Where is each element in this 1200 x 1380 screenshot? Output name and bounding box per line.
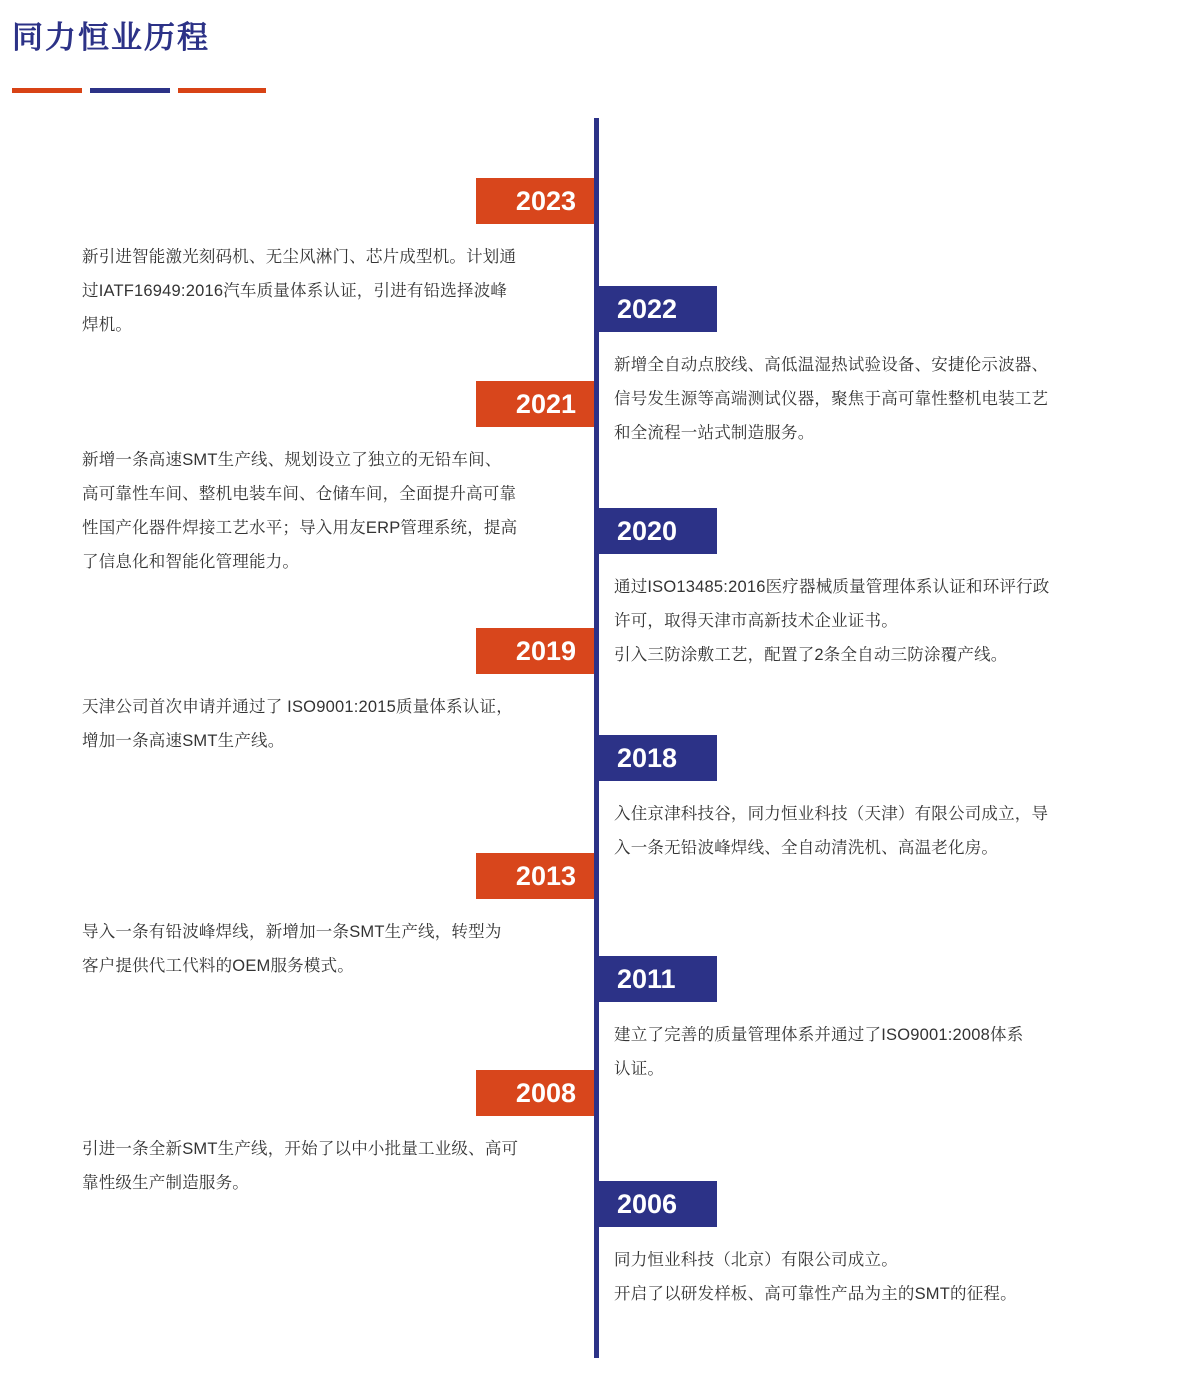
timeline-description-line: 开启了以研发样板、高可靠性产品为主的SMT的征程。: [614, 1285, 1017, 1303]
timeline-year-2023: 2023: [476, 178, 594, 224]
header-rule-segment-2: [90, 88, 170, 93]
timeline-description-line: 入一条无铅波峰焊线、全自动清洗机、高温老化房。: [614, 839, 999, 857]
timeline-description-2023: [82, 240, 594, 342]
page-header: [0, 18, 1200, 98]
timeline-year-2013: 2013: [476, 853, 594, 899]
timeline-description-2022: [614, 348, 1159, 450]
timeline-description-line: 天津公司首次申请并通过了 ISO9001:2015质量体系认证，: [82, 698, 513, 716]
timeline-description-2011: [614, 1018, 1159, 1086]
timeline-description-line: 焊机。: [82, 316, 133, 334]
timeline-description-2021: [82, 443, 594, 579]
timeline-description-line: 通过ISO13485:2016医疗器械质量管理体系认证和环评行政: [614, 578, 1050, 596]
timeline-description-line: 同力恒业科技（北京）有限公司成立。: [614, 1251, 898, 1269]
timeline-description-2008: [82, 1132, 594, 1200]
timeline-description-line: 建立了完善的质量管理体系并通过了ISO9001:2008体系: [614, 1026, 1024, 1044]
timeline-description-line: 入住京津科技谷，同力恒业科技（天津）有限公司成立，导: [614, 805, 1049, 823]
timeline-description-line: 信号发生源等高端测试仪器，聚焦于高可靠性整机电装工艺: [614, 390, 1049, 408]
timeline-description-line: 靠性级生产制造服务。: [82, 1174, 249, 1192]
timeline-description-line: 新增一条高速SMT生产线、规划设立了独立的无铅车间、: [82, 451, 502, 469]
timeline-description-line: 导入一条有铅波峰焊线，新增加一条SMT生产线，转型为: [82, 923, 502, 941]
timeline-description-2020: [614, 570, 1159, 672]
timeline-year-2008: 2008: [476, 1070, 594, 1116]
timeline-description-line: 引入三防涂敷工艺，配置了2条全自动三防涂覆产线。: [614, 646, 1008, 664]
timeline-description-line: 过IATF16949:2016汽车质量体系认证，引进有铅选择波峰: [82, 282, 508, 300]
timeline-description-line: 新增全自动点胶线、高低温湿热试验设备、安捷伦示波器、: [614, 356, 1049, 374]
header-rule-segment-3: [178, 88, 266, 93]
timeline-year-2020: 2020: [599, 508, 717, 554]
timeline-year-2021: 2021: [476, 381, 594, 427]
timeline-description-line: 引进一条全新SMT生产线，开始了以中小批量工业级、高可: [82, 1140, 519, 1158]
timeline-description-line: 和全流程一站式制造服务。: [614, 424, 815, 442]
timeline-year-2006: 2006: [599, 1181, 717, 1227]
timeline-description-line: 许可，取得天津市高新技术企业证书。: [614, 612, 898, 630]
timeline-year-2011: 2011: [599, 956, 717, 1002]
timeline-year-2019: 2019: [476, 628, 594, 674]
timeline-description-line: 新引进智能激光刻码机、无尘风淋门、芯片成型机。计划通: [82, 248, 517, 266]
timeline-year-2022: 2022: [599, 286, 717, 332]
timeline-description-2018: [614, 797, 1159, 865]
timeline-description-2019: [82, 690, 594, 758]
header-rule-segment-1: [12, 88, 82, 93]
timeline-description-2006: [614, 1243, 1159, 1311]
timeline-year-2018: 2018: [599, 735, 717, 781]
timeline-description-line: 了信息化和智能化管理能力。: [82, 553, 300, 571]
page-title: 同力恒业历程: [12, 20, 210, 55]
timeline-description-line: 增加一条高速SMT生产线。: [82, 732, 285, 750]
timeline-description-2013: [82, 915, 594, 983]
timeline-description-line: 认证。: [614, 1060, 665, 1078]
timeline-description-line: 性国产化器件焊接工艺水平；导入用友ERP管理系统，提高: [82, 519, 518, 537]
timeline-description-line: 高可靠性车间、整机电装车间、仓储车间，全面提升高可靠: [82, 485, 517, 503]
timeline-description-line: 客户提供代工代料的OEM服务模式。: [82, 957, 354, 975]
